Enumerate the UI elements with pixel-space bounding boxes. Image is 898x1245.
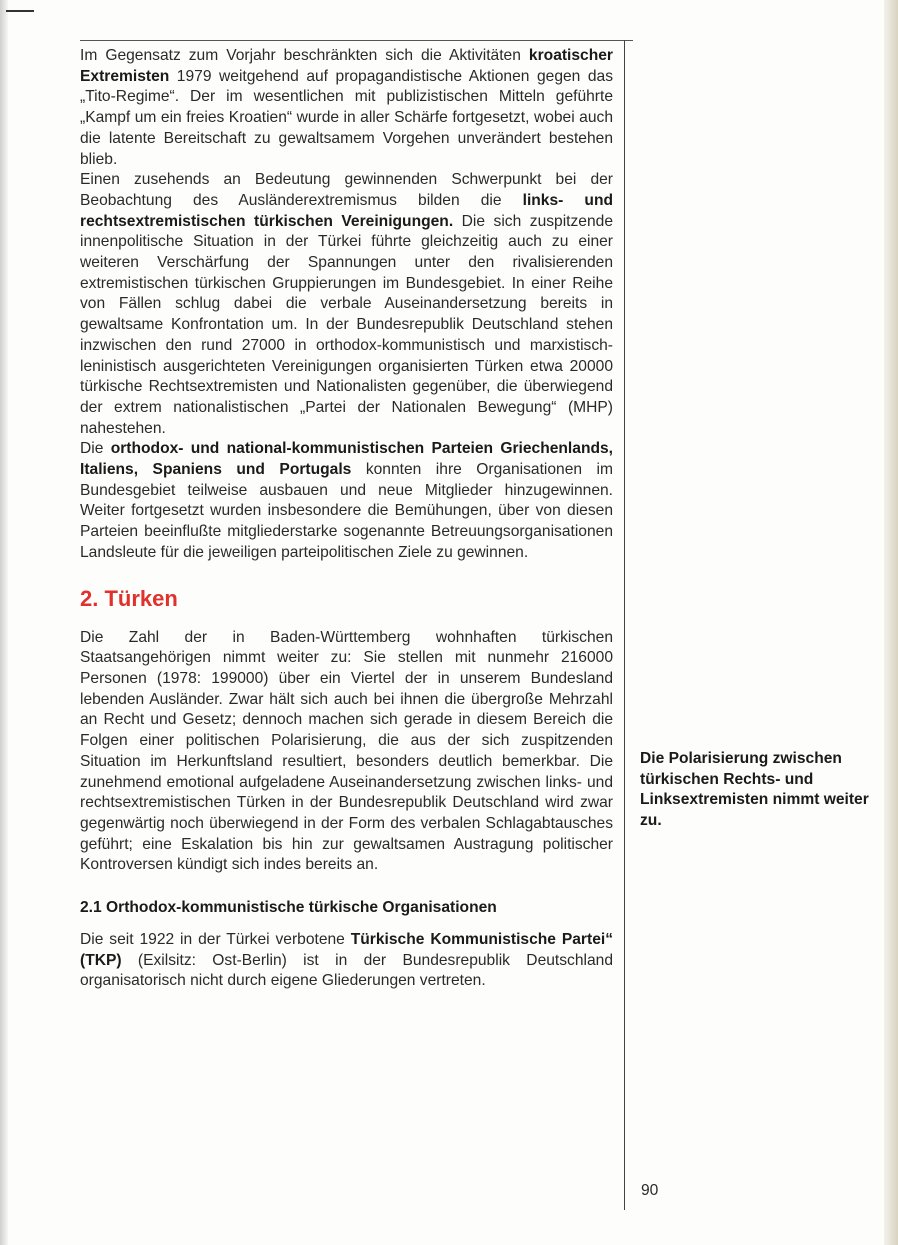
scan-edge-right: [884, 0, 898, 1245]
scan-edge-left: [0, 0, 8, 1245]
page-number: 90: [641, 1182, 659, 1199]
emphasis: links- und rechtsextremistischen türkischen Vereinigungen.: [80, 191, 613, 230]
top-rule: [80, 40, 633, 41]
paragraph-croatian-extremists: Im Gegensatz zum Vorjahr beschränkten sich die Aktivitäten kroatischer Extremisten 1979 weitgehend auf propagandistische Aktionen gegen das „Tito-Regime“. Der im wesentlichen mit publizistischen Mitteln geführte „Kampf um ein freies Kroatien“ wurde in aller Schärfe fortgesetzt, wobei auch die latente Bereitschaft zu gewaltsamem Vorgehen unverändert bestehen blieb.: [80, 47, 613, 168]
paragraph-communist-parties: Die orthodox- und national-kommunistischen Parteien Griechenlands, Italiens, Spaniens und Portugals konnten ihre Organisationen im Bundesgebiet teilweise ausbauen und neue Mitglieder hinzugewinnen. Weiter fortgesetzt wurden insbesondere die Bemühungen, über von diesen Parteien beeinflußte mitgliederstarke sogenannte Betreuungsorganisationen Landsleute für die jeweiligen parteipolitischen Ziele zu gewinnen.: [80, 440, 613, 561]
subsection-heading: 2.1 Orthodox-kommunistische türkische Organisationen: [80, 899, 497, 917]
paragraph-turks-overview: Die Zahl der in Baden-Württemberg wohnhaften türkischen Staatsangehörigen nimmt weiter zu: Sie stellen mit nunmehr 216000 Personen (1978: 199000) über ein Viertel der in unserem Bundesland lebenden Ausländer. Zwar hält sich auch bei ihnen die übergroße Mehrzahl an Recht und Gesetz; dennoch machen sich gerade in diesem Bereich die Folgen einer politischen Polarisierung, die aus der sich zuspitzenden Situation im Herkunftsland resultiert, besonders deutlich bemerkbar. Die zunehmend emotional aufgeladene Auseinandersetzung zwischen links- und rechtsextremistischen Türken in der Bundesrepublik Deutschland wird zwar gegenwärtig noch überwiegend in der Form des verbalen Schlagabtausches geführt; eine Eskalation bis hin zur gewaltsamen Austragung politischer Kontroversen kündigt sich indes bereits an.: [80, 628, 613, 874]
main-column: [80, 46, 613, 992]
crop-mark: [6, 10, 34, 12]
emphasis: Türkische Kommunistische Partei“ (TKP): [80, 931, 613, 969]
paragraph-tkp: Die seit 1922 in der Türkei verbotene Türkische Kommunistische Partei“ (TKP) (Exilsitz: Ost-Berlin) ist in der Bundesrepublik Deutschland organisatorisch nicht durch eigene Gliederungen vertreten.: [80, 931, 613, 990]
emphasis: kroatischer Extremisten: [80, 47, 613, 85]
margin-note: Die Polarisierung zwischen türkischen Rechts- und Linksextremisten nimmt weiter zu.: [640, 750, 869, 829]
paragraph-turkish-associations: Einen zusehends an Bedeutung gewinnenden Schwerpunkt bei der Beobachtung des Ausländerextremismus bilden die links- und rechtsextremistischen türkischen Vereinigungen. Die sich zuspitzende innenpolitische Situation in der Türkei führte gleichzeitig auch zu einer weiteren Verschärfung der Spannungen unter den rivalisierenden extremistischen türkischen Gruppierungen im Bundesgebiet. In einer Reihe von Fällen schlug dabei die verbale Auseinandersetzung bereits in gewaltsame Konfrontation um. In der Bundesrepublik Deutschland stehen inzwischen den rund 27000 in orthodox-kommunistisch und marxistisch-leninistisch ausgerichteten Vereinigungen organisierten Türken etwa 20000 türkische Rechtsextremisten und Nationalisten gegenüber, die überwiegend der extrem nationalistischen „Partei der Nationalen Bewegung“ (MHP) nahestehen.: [80, 171, 613, 437]
section-heading: 2. Türken: [80, 585, 178, 611]
emphasis: orthodox- und national-kommunistischen Parteien Griechenlands, Italiens, Spaniens und Portugals: [80, 440, 613, 479]
column-rule: [624, 40, 625, 1210]
